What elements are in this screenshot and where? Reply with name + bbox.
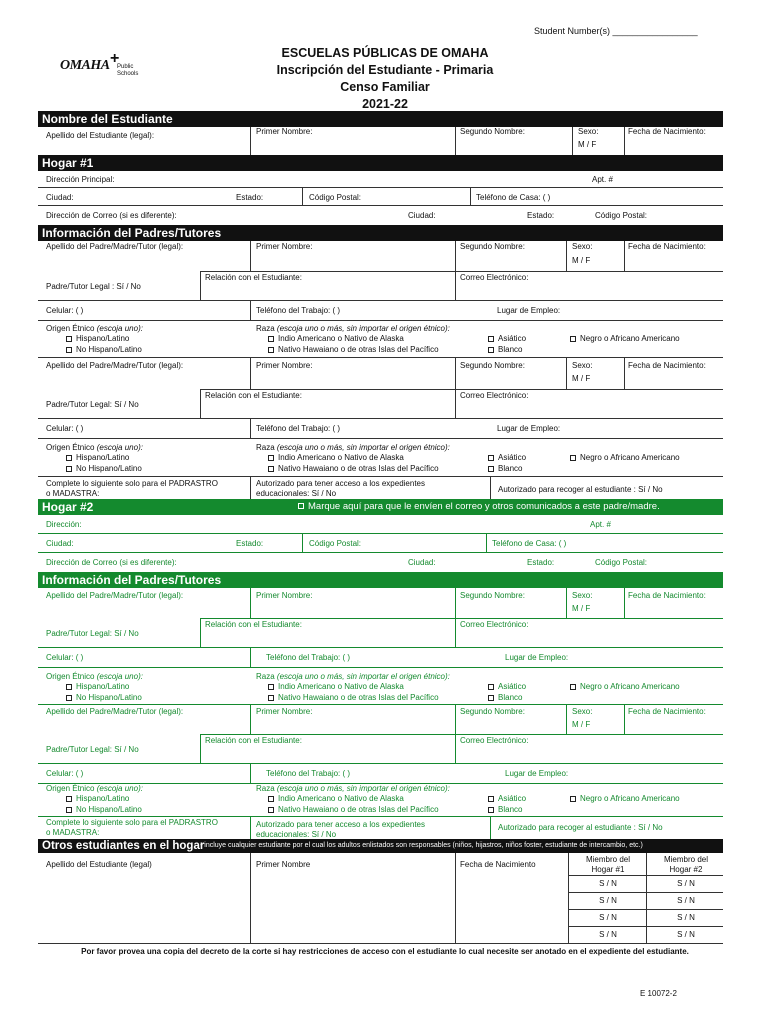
p1b-indio-checkbox[interactable]: Indio Americano o Nativo de Alaska: [268, 453, 404, 463]
p1b-firstname-label: Primer Nombre:: [256, 361, 313, 370]
h1-mail-label: Dirección de Correo (si es diferente):: [46, 211, 177, 220]
p1b-asia-checkbox[interactable]: Asiático: [488, 453, 526, 463]
section-hogar-2: Hogar #2 Marque aquí para que le envíen el correo y otros comunicados a este padre/madre.: [38, 499, 723, 515]
p2b-negro-checkbox[interactable]: Negro o Africano Americano: [570, 794, 680, 804]
h2-address-label: Dirección:: [46, 520, 82, 529]
student-sex-options[interactable]: M / F: [578, 140, 597, 149]
p1a-ethnic-label: Origen Étnico (escoja uno):: [46, 324, 143, 333]
p1b-dob-label: Fecha de Nacimiento:: [628, 361, 706, 370]
p2-stepparent-label: Complete lo siguiente solo para el PADRASTRO o MADASTRA:: [46, 818, 218, 837]
student-middlename-label: Segundo Nombre:: [460, 127, 525, 136]
otros-miembro2-label: Miembro del Hogar #2: [663, 855, 708, 874]
student-number-field[interactable]: Student Number(s) _________________: [534, 26, 698, 36]
p1b-legal-label[interactable]: Padre/Tutor Legal: Sí / No: [46, 400, 139, 409]
p1b-hisp-checkbox[interactable]: Hispano/Latino: [66, 453, 129, 463]
section-otros: Otros estudiantes en el hogar - incluye cualquier estudiante por el cual los adultos enlistados son responsables (niños, hijastros, niños foster, estudiante de intercambio, etc.): [38, 839, 723, 853]
p1b-nohisp-checkbox[interactable]: No Hispano/Latino: [66, 464, 142, 474]
title-3: Censo Familiar: [340, 80, 430, 94]
p1a-lastname-label: Apellido del Padre/Madre/Tutor (legal):: [46, 242, 184, 251]
p2a-hawai-checkbox[interactable]: Nativo Hawaiano o de otras Islas del Pacífico: [268, 693, 439, 703]
p2b-ethnic-label: Origen Étnico (escoja uno):: [46, 784, 143, 793]
otros-r3-m2[interactable]: S / N: [677, 913, 695, 922]
title-2: Inscripción del Estudiante - Primaria: [276, 63, 494, 77]
otros-r4-m1[interactable]: S / N: [599, 930, 617, 939]
p2a-negro-checkbox[interactable]: Negro o Africano Americano: [570, 682, 680, 692]
plus-icon: +: [110, 50, 120, 67]
h2-mail-label: Dirección de Correo (si es diferente):: [46, 558, 177, 567]
otros-firstname-label: Primer Nombre: [256, 860, 311, 869]
p2a-sex-label: Sexo:: [572, 591, 593, 600]
p1b-sex-label: Sexo:: [572, 361, 593, 370]
p1a-email-label: Correo Electrónico:: [460, 273, 529, 282]
otros-r1-m1[interactable]: S / N: [599, 879, 617, 888]
p2a-nohisp-checkbox[interactable]: No Hispano/Latino: [66, 693, 142, 703]
p2a-lastname-label: Apellido del Padre/Madre/Tutor (legal):: [46, 591, 184, 600]
p2b-firstname-label: Primer Nombre:: [256, 707, 313, 716]
otros-miembro1-label: Miembro del Hogar #1: [585, 855, 630, 874]
p2a-ethnic-label: Origen Étnico (escoja uno):: [46, 672, 143, 681]
p1b-ethnic-label: Origen Étnico (escoja uno):: [46, 443, 143, 452]
p1b-race-label: Raza (escoja uno o más, sin importar el origen étnico):: [256, 443, 450, 452]
p2b-relation-label: Relación con el Estudiante:: [205, 736, 302, 745]
h2-city2-label: Ciudad:: [408, 558, 436, 567]
p1b-employer-label: Lugar de Empleo:: [497, 424, 561, 433]
p1a-negro-checkbox[interactable]: Negro o Africano Americano: [570, 334, 680, 344]
p2-records-access[interactable]: Autorizado para tener acceso a los expedientes educacionales: Sí / No: [256, 820, 425, 839]
footer-note: Por favor provea una copia del decreto de la corte si hay restricciones de acceso con el estudiante lo cual necesite ser anotado en el expediente del estudiante.: [81, 947, 689, 956]
p1b-relation-label: Relación con el Estudiante:: [205, 391, 302, 400]
h1-city2-label: Ciudad:: [408, 211, 436, 220]
h2-city-label: Ciudad:: [46, 539, 74, 548]
p1a-cell-label: Celular: ( ): [46, 306, 84, 315]
p2a-indio-checkbox[interactable]: Indio Americano o Nativo de Alaska: [268, 682, 404, 692]
omaha-logo: OMAHA + Public Schools: [60, 50, 139, 77]
p2b-lastname-label: Apellido del Padre/Madre/Tutor (legal):: [46, 707, 184, 716]
p1-records-access[interactable]: Autorizado para tener acceso a los expedientes educacionales: Sí / No: [256, 479, 425, 498]
otros-r2-m1[interactable]: S / N: [599, 896, 617, 905]
otros-dob-label: Fecha de Nacimiento: [460, 860, 536, 869]
p1a-relation-label: Relación con el Estudiante:: [205, 273, 302, 282]
p2b-race-label: Raza (escoja uno o más, sin importar el origen étnico):: [256, 784, 450, 793]
p1a-work-label: Teléfono del Trabajo: ( ): [256, 306, 341, 315]
p2b-indio-checkbox[interactable]: Indio Americano o Nativo de Alaska: [268, 794, 404, 804]
student-dob-label: Fecha de Nacimiento:: [628, 127, 706, 136]
p2a-hisp-checkbox[interactable]: Hispano/Latino: [66, 682, 129, 692]
otros-r3-m1[interactable]: S / N: [599, 913, 617, 922]
p1b-work-label: Teléfono del Trabajo: ( ): [256, 424, 341, 433]
p1a-middlename-label: Segundo Nombre:: [460, 242, 525, 251]
h1-zip-label: Código Postal:: [309, 193, 362, 202]
p1a-dob-label: Fecha de Nacimiento:: [628, 242, 706, 251]
h2-mail-checkbox[interactable]: Marque aquí para que le envíen el correo y otros comunicados a este padre/madre.: [298, 501, 660, 512]
p2b-hisp-checkbox[interactable]: Hispano/Latino: [66, 794, 129, 804]
p2b-blanco-checkbox[interactable]: Blanco: [488, 805, 522, 815]
student-lastname-label: Apellido del Estudiante (legal):: [46, 131, 155, 140]
p2a-dob-label: Fecha de Nacimiento:: [628, 591, 706, 600]
p2a-relation-label: Relación con el Estudiante:: [205, 620, 302, 629]
h1-phone-label: Teléfono de Casa: ( ): [476, 193, 551, 202]
h1-state-label: Estado:: [236, 193, 264, 202]
section-hogar-1: Hogar #1: [38, 155, 723, 171]
p1b-blanco-checkbox[interactable]: Blanco: [488, 464, 522, 474]
h1-state2-label: Estado:: [527, 211, 555, 220]
p1a-firstname-label: Primer Nombre:: [256, 242, 313, 251]
p2b-sex-label: Sexo:: [572, 707, 593, 716]
title-4: 2021-22: [362, 97, 408, 111]
p1b-middlename-label: Segundo Nombre:: [460, 361, 525, 370]
p1b-sex-options[interactable]: M / F: [572, 374, 591, 383]
p1a-sex-options[interactable]: M / F: [572, 256, 591, 265]
otros-lastname-label: Apellido del Estudiante (legal): [46, 860, 152, 869]
otros-r1-m2[interactable]: S / N: [677, 879, 695, 888]
p2a-middlename-label: Segundo Nombre:: [460, 591, 525, 600]
p2a-sex-options[interactable]: M / F: [572, 604, 591, 613]
p2b-asia-checkbox[interactable]: Asiático: [488, 794, 526, 804]
h1-apt-label: Apt. #: [592, 175, 613, 184]
p1-pickup-auth[interactable]: Autorizado para recoger al estudiante : Sí / No: [498, 485, 663, 494]
p2a-cell-label: Celular: ( ): [46, 653, 84, 662]
p1a-blanco-checkbox[interactable]: Blanco: [488, 345, 522, 355]
p1-stepparent-label: Complete lo siguiente solo para el PADRASTRO o MADASTRA:: [46, 479, 218, 498]
h1-zip2-label: Código Postal:: [595, 211, 648, 220]
p2b-work-label: Teléfono del Trabajo: ( ): [266, 769, 351, 778]
section-nombre-estudiante: Nombre del Estudiante: [38, 111, 723, 127]
p1a-race-label: Raza (escoja uno o más, sin importar el origen étnico):: [256, 324, 450, 333]
p2a-legal-label[interactable]: Padre/Tutor Legal: Sí / No: [46, 629, 139, 638]
p2b-sex-options[interactable]: M / F: [572, 720, 591, 729]
p2b-dob-label: Fecha de Nacimiento:: [628, 707, 706, 716]
h1-city-label: Ciudad:: [46, 193, 74, 202]
p1b-hawai-checkbox[interactable]: Nativo Hawaiano o de otras Islas del Pacífico: [268, 464, 439, 474]
p2a-email-label: Correo Electrónico:: [460, 620, 529, 629]
p2a-employer-label: Lugar de Empleo:: [505, 653, 569, 662]
p1a-indio-checkbox[interactable]: Indio Americano o Nativo de Alaska: [268, 334, 404, 344]
p1b-cell-label: Celular: ( ): [46, 424, 84, 433]
p2b-nohisp-checkbox[interactable]: No Hispano/Latino: [66, 805, 142, 815]
p2b-email-label: Correo Electrónico:: [460, 736, 529, 745]
p2-pickup-auth[interactable]: Autorizado para recoger al estudiante : Sí / No: [498, 823, 663, 832]
otros-r4-m2[interactable]: S / N: [677, 930, 695, 939]
section-padres-1: Información del Padres/Tutores: [38, 225, 723, 241]
h2-apt-label: Apt. #: [590, 520, 611, 529]
p2a-race-label: Raza (escoja uno o más, sin importar el origen étnico):: [256, 672, 450, 681]
p2b-legal-label[interactable]: Padre/Tutor Legal: Sí / No: [46, 745, 139, 754]
p2a-blanco-checkbox[interactable]: Blanco: [488, 693, 522, 703]
p1a-legal-label[interactable]: Padre/Tutor Legal : Sí / No: [46, 282, 141, 291]
section-padres-2: Información del Padres/Tutores: [38, 572, 723, 588]
otros-r2-m2[interactable]: S / N: [677, 896, 695, 905]
h2-phone-label: Teléfono de Casa: ( ): [492, 539, 567, 548]
p1a-sex-label: Sexo:: [572, 242, 593, 251]
p1b-email-label: Correo Electrónico:: [460, 391, 529, 400]
p1b-negro-checkbox[interactable]: Negro o Africano Americano: [570, 453, 680, 463]
p1a-hawai-checkbox[interactable]: Nativo Hawaiano o de otras Islas del Pacífico: [268, 345, 439, 355]
p2b-cell-label: Celular: ( ): [46, 769, 84, 778]
p2b-hawai-checkbox[interactable]: Nativo Hawaiano o de otras Islas del Pacífico: [268, 805, 439, 815]
p1b-lastname-label: Apellido del Padre/Madre/Tutor (legal):: [46, 361, 184, 370]
student-sex-label: Sexo:: [578, 127, 599, 136]
p1a-employer-label: Lugar de Empleo:: [497, 306, 561, 315]
form-code: E 10072-2: [640, 989, 677, 998]
p2b-middlename-label: Segundo Nombre:: [460, 707, 525, 716]
p2a-work-label: Teléfono del Trabajo: ( ): [266, 653, 351, 662]
h2-zip2-label: Código Postal:: [595, 558, 648, 567]
p1a-hisp-checkbox[interactable]: Hispano/Latino: [66, 334, 129, 344]
h2-state2-label: Estado:: [527, 558, 555, 567]
h2-state-label: Estado:: [236, 539, 264, 548]
p2a-asia-checkbox[interactable]: Asiático: [488, 682, 526, 692]
p2a-firstname-label: Primer Nombre:: [256, 591, 313, 600]
p2b-employer-label: Lugar de Empleo:: [505, 769, 569, 778]
h2-zip-label: Código Postal:: [309, 539, 362, 548]
p1a-asia-checkbox[interactable]: Asiático: [488, 334, 526, 344]
title-1: ESCUELAS PÚBLICAS DE OMAHA: [281, 46, 489, 60]
student-firstname-label: Primer Nombre:: [256, 127, 313, 136]
h1-address-label: Dirección Principal:: [46, 175, 115, 184]
p1a-nohisp-checkbox[interactable]: No Hispano/Latino: [66, 345, 142, 355]
